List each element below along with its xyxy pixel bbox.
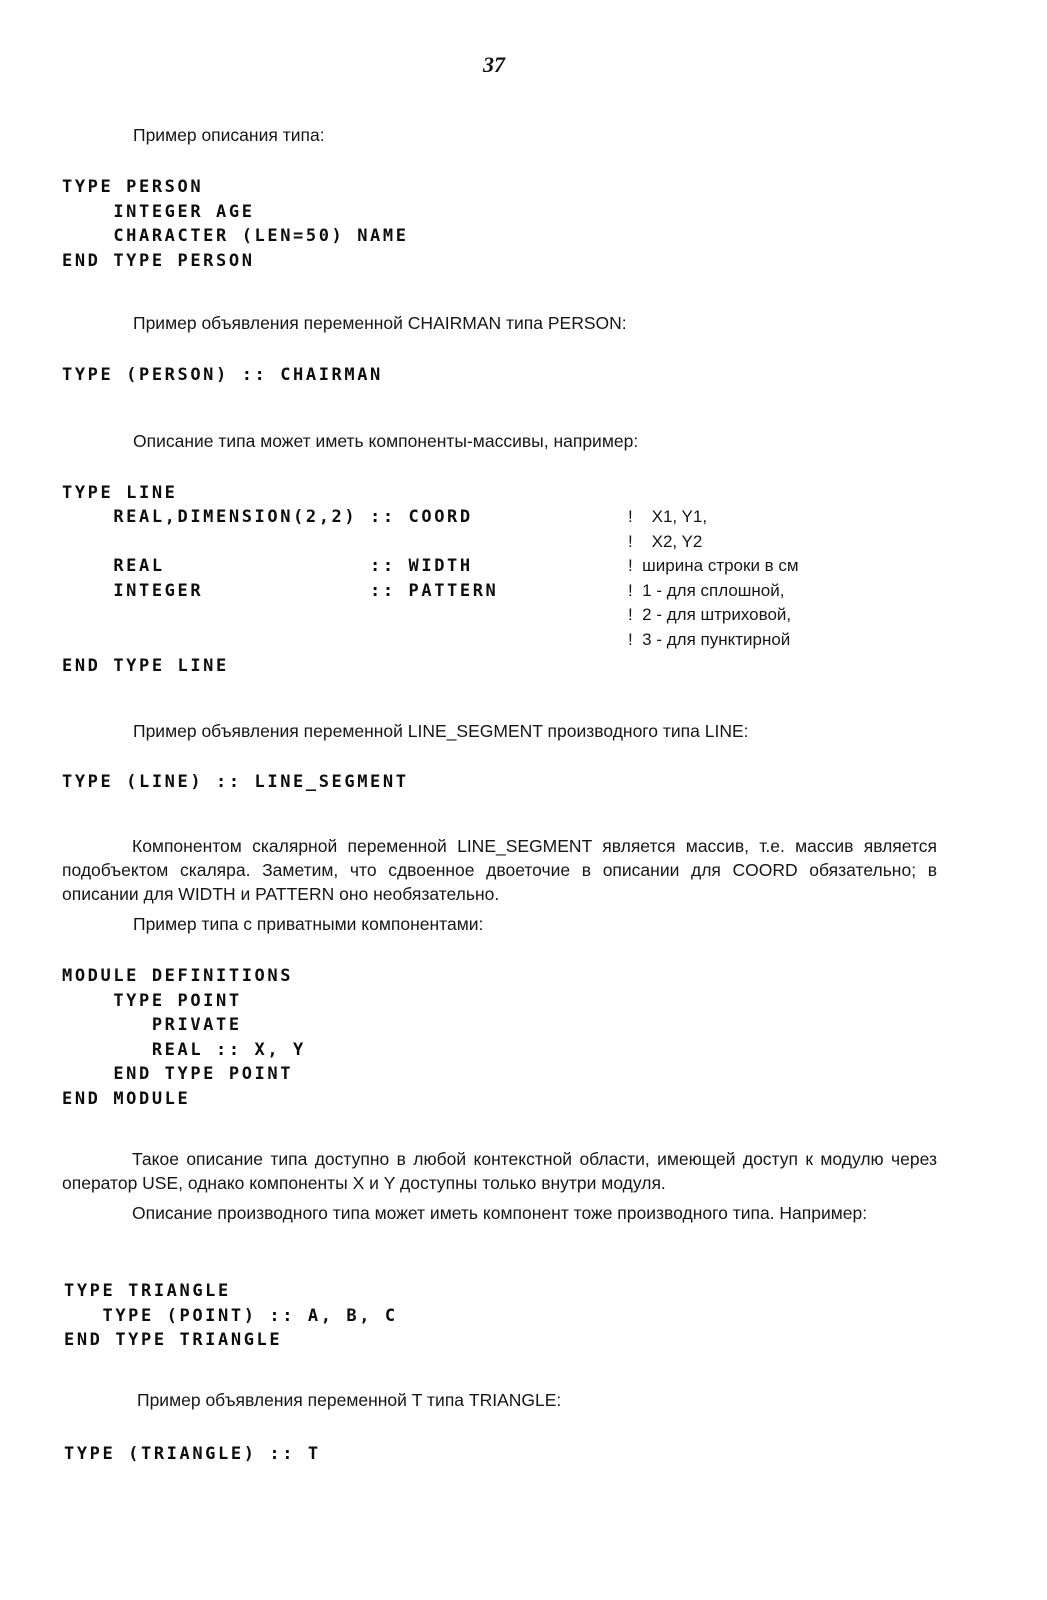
intro-triangle-var-text: Пример объявления переменной T типа TRIANGLE: (137, 1390, 562, 1410)
code-triangle-var: TYPE (TRIANGLE) :: T (64, 1444, 321, 1464)
code-line-head: TYPE LINE (62, 483, 178, 503)
code-person: TYPE PERSON INTEGER AGE CHARACTER (LEN=50) NAME END TYPE PERSON (62, 177, 409, 271)
intro-type-text: Пример описания типа: (133, 125, 325, 145)
code-line-comments: ! X1, Y1, ! X2, Y2 ! ширина строки в см ! 1 - для сплошной, ! 2 - для штриховой, ! 3 - для пунктирной (628, 507, 799, 649)
code-triangle: TYPE TRIANGLE TYPE (POINT) :: A, B, C END TYPE TRIANGLE (64, 1281, 398, 1350)
paragraph-component: Компонентом скалярной переменной LINE_SEGMENT является массив, т.е. массив является подобъектом скаляра. Заметим, что сдвоенное двоеточие в описании для COORD обязательно; в описании для WIDTH и PATTERN оно необязательно. (62, 836, 937, 904)
code-chairman: TYPE (PERSON) :: CHAIRMAN (62, 365, 383, 385)
intro-line-segment-text: Пример объявления переменной LINE_SEGMENT производного типа LINE: (133, 721, 749, 741)
code-line-end: END TYPE LINE (62, 656, 229, 676)
paragraph-access: Такое описание типа доступно в любой контекстной области, имеющей доступ к модулю через оператор USE, однако компоненты X и Y доступны только внутри модуля. (62, 1149, 937, 1193)
intro-private-text: Пример типа с приватными компонентами: (133, 914, 484, 934)
code-line-body: REAL,DIMENSION(2,2) :: COORD REAL :: WIDTH INTEGER :: PATTERN (113, 507, 499, 601)
code-line-segment: TYPE (LINE) :: LINE_SEGMENT (62, 772, 409, 792)
page-number: 37 (483, 52, 505, 77)
paragraph-nested: Описание производного типа может иметь компонент тоже производного типа. Например: (132, 1203, 868, 1223)
intro-chairman-text: Пример объявления переменной CHAIRMAN типа PERSON: (133, 313, 627, 333)
intro-arrays-text: Описание типа может иметь компоненты-массивы, например: (133, 431, 639, 451)
code-module: MODULE DEFINITIONS TYPE POINT PRIVATE REAL :: X, Y END TYPE POINT END MODULE (62, 966, 306, 1109)
